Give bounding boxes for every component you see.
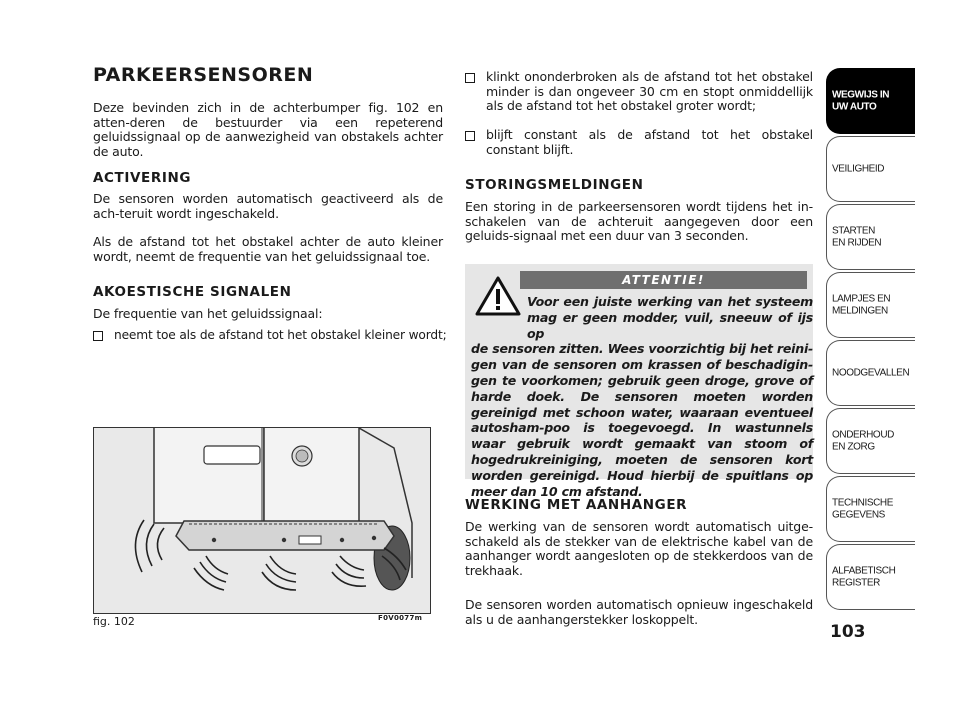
activering-p1: De sensoren worden automatisch geactiveerd als de ach-teruit wordt ingeschakeld.: [93, 191, 443, 221]
tab-starten[interactable]: STARTEN EN RIJDEN: [826, 204, 915, 270]
checkbox-bullet-icon: [465, 73, 475, 83]
figure-rear-bumper: [93, 427, 431, 614]
tab-noodgevallen[interactable]: NOODGEVALLEN: [826, 340, 915, 406]
akoestische-p1: De frequentie van het geluidssignaal:: [93, 306, 323, 321]
tab-technische[interactable]: TECHNISCHE GEGEVENS: [826, 476, 915, 542]
page-number: 103: [830, 622, 866, 642]
aanhanger-p2: De sensoren worden automatisch opnieuw ingeschakeld als u de aanhangerstekker loskoppelt.: [465, 597, 813, 627]
storing-p1: Een storing in de parkeersensoren wordt tijdens het in-schakelen van de achteruit aangegeven door een geluids-signaal met een duur van 3 seconden.: [465, 199, 813, 243]
checkbox-bullet-icon: [465, 131, 475, 141]
warning-text: Voor een juiste werking van het systeem mag er geen modder, vuil, sneeuw of ijs op de sensoren zitten. Wees voorzichtig bij het reini-gen van de sensoren om krassen of beschadigin-gen te voorkomen; gebruik geen droge, grove of harde doek. De sensoren moeten worden gereinigd met schoon water, waaraan eventueel autosham-poo is toegevoegd. In wastunnels waar gebruik wordt gemaakt van stoom of hogedrukreiniging, moeten de sensoren kort worden gereinigd. Houd hierbij de spuitlans op meer dan 10 cm afstand.: [471, 294, 813, 499]
figure-code: F0V0077m: [378, 614, 423, 622]
tab-wegwijs[interactable]: WEGWIJS IN UW AUTO: [826, 68, 915, 134]
activering-p2: Als de afstand tot het obstakel achter de auto kleiner wordt, neemt de frequentie van het geluidssignaal toe.: [93, 234, 443, 264]
tab-alfabetisch[interactable]: ALFABETISCH REGISTER: [826, 544, 915, 610]
heading-akoestische: AKOESTISCHE SIGNALEN: [93, 284, 292, 300]
bullet-item: klinkt ononderbroken als de afstand tot het obstakel minder is dan ongeveer 30 cm en stopt onmiddellijk als de afstand tot het obstakel groter wordt;: [465, 70, 813, 118]
figure-caption: fig. 102: [93, 615, 135, 628]
heading-activering: ACTIVERING: [93, 170, 192, 186]
heading-aanhanger: WERKING MET AANHANGER: [465, 497, 688, 513]
page-title: PARKEERSENSOREN: [93, 64, 314, 86]
tab-onderhoud[interactable]: ONDERHOUD EN ZORG: [826, 408, 915, 474]
tab-lampjes[interactable]: LAMPJES EN MELDINGEN: [826, 272, 915, 338]
checkbox-bullet-icon: [93, 331, 103, 341]
heading-storingsmeldingen: STORINGSMELDINGEN: [465, 177, 644, 193]
van-rear-illustration: [94, 428, 430, 613]
bullet-item: neemt toe als de afstand tot het obstakel kleiner wordt;: [93, 328, 445, 344]
aanhanger-p1: De werking van de sensoren wordt automatisch uitge-schakeld als de stekker van de elektrische kabel van de aanhanger wordt aangesloten op de stekkerdoos van de trekhaak.: [465, 519, 813, 578]
warning-box: [465, 264, 813, 499]
tab-veiligheid[interactable]: VEILIGHEID: [826, 136, 915, 202]
bullet-item: blijft constant als de afstand tot het obstakel constant blijft.: [465, 128, 813, 160]
warning-label: ATTENTIE!: [520, 271, 807, 289]
intro-paragraph: Deze bevinden zich in de achterbumper fig. 102 en atten-deren de bestuurder via een repeterend geluidssignaal op de aanwezigheid van obstakels achter de auto.: [93, 100, 443, 159]
